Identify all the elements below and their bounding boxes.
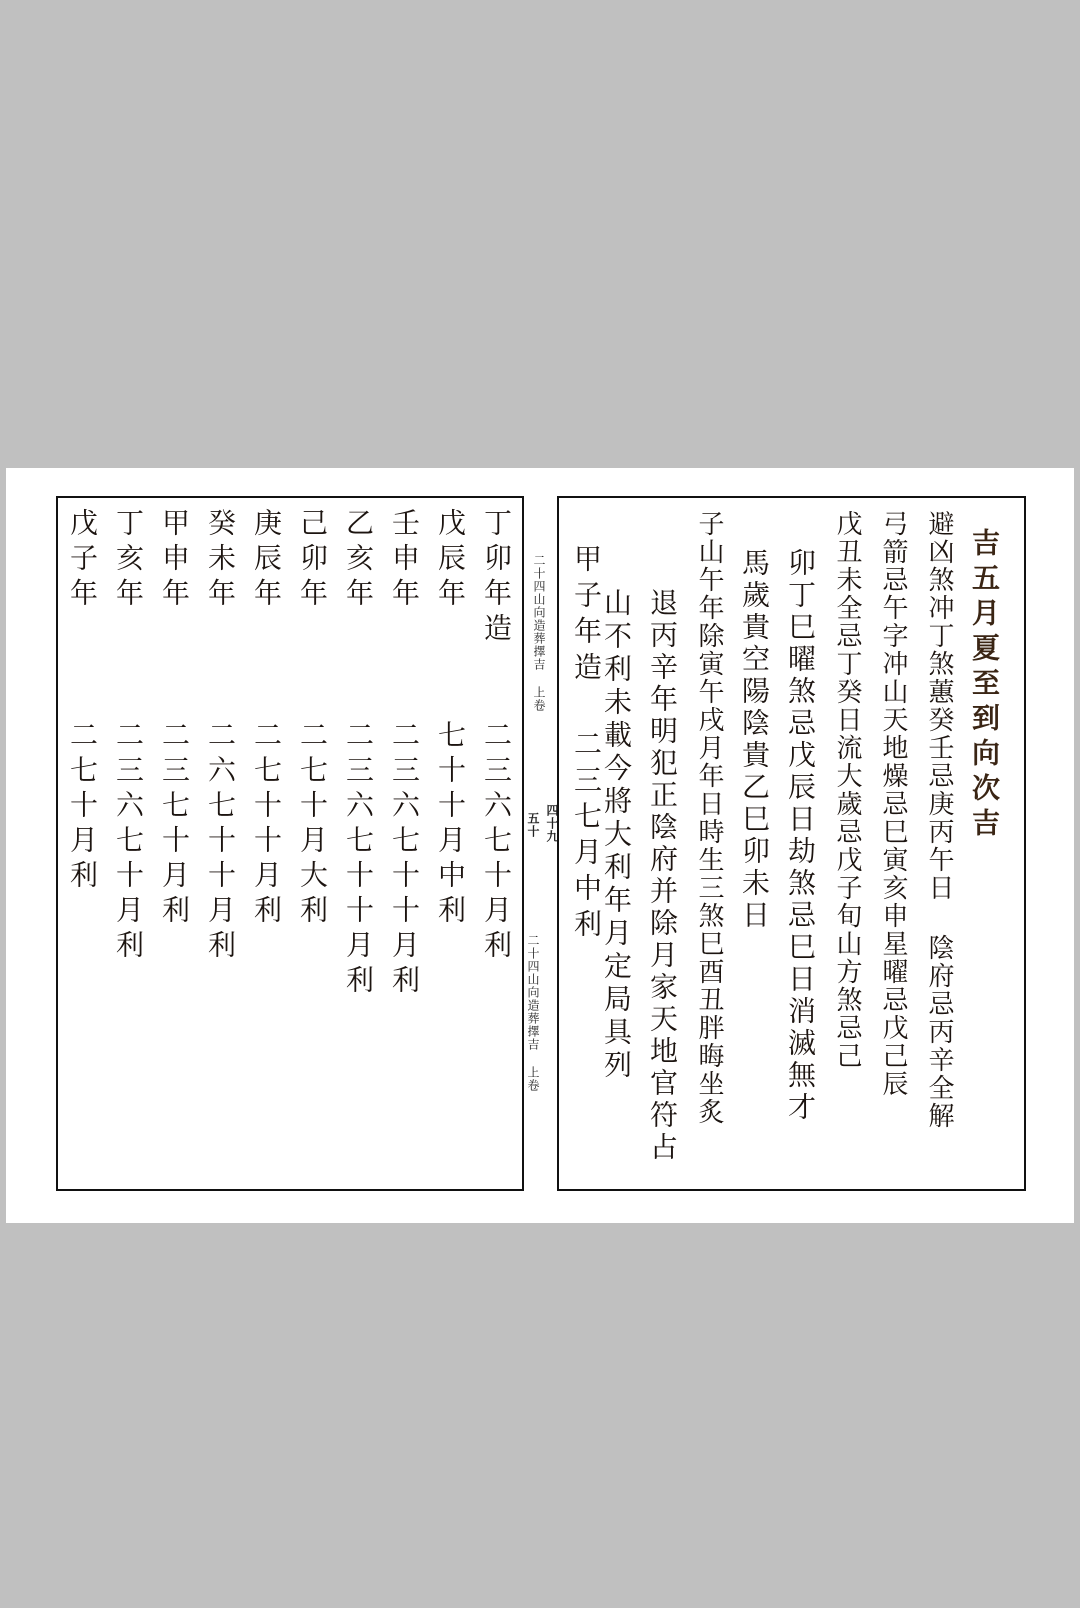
text-column: 馬歲貴空陽陰貴乙巳卯未日 — [738, 548, 771, 932]
year-column: 己卯年 — [296, 508, 329, 613]
year-column: 戊辰年 — [434, 508, 467, 613]
page-number-50: 五十 — [526, 812, 540, 838]
book-spread — [6, 468, 1074, 1223]
month-column: 二七十十月利 — [250, 720, 283, 930]
year-column: 甲申年 — [158, 508, 191, 613]
year-column: 丁卯年造 — [480, 508, 513, 648]
text-column: 避凶煞冲丁煞蕙癸壬忌庚丙午日 陰府忌丙辛全解 — [924, 510, 954, 1130]
text-column: 山不利未載今將大利年月定局具列 — [600, 588, 633, 1083]
year-column: 戊子年 — [66, 508, 99, 613]
year-heading-column: 甲子年造 二三七月中利 — [570, 544, 603, 945]
month-column: 二三七十月利 — [158, 720, 191, 930]
month-column: 二三六七十十月利 — [388, 720, 421, 1000]
month-column: 二七十月大利 — [296, 720, 329, 930]
left-page — [56, 496, 524, 1191]
heading-column: 吉五月夏至到向次吉 — [968, 528, 1001, 843]
year-column: 乙亥年 — [342, 508, 375, 613]
text-column: 弓箭忌午字冲山天地燥忌巳寅亥申星曜忌戊己辰 — [878, 510, 908, 1098]
month-column: 七十十月中利 — [434, 720, 467, 930]
month-column: 二三六七十十月利 — [342, 720, 375, 1000]
running-title-left: 二十四山向造葬擇吉 上卷 — [526, 934, 540, 1092]
month-column: 二七十月利 — [66, 720, 99, 895]
text-column: 卯丁巳曜煞忌戊辰日劫煞忌巳日消滅無才 — [784, 548, 817, 1124]
text-column: 子山午年除寅午戌月年日時生三煞巳酉丑胖晦坐炙 — [694, 510, 724, 1126]
year-column: 癸未年 — [204, 508, 237, 613]
month-column: 二三六七十月利 — [112, 720, 145, 965]
text-column: 退丙辛年明犯正陰府并除月家天地官符占 — [646, 588, 679, 1164]
running-title-right: 二十四山向造葬擇吉 上卷 — [532, 554, 546, 712]
year-column: 丁亥年 — [112, 508, 145, 613]
text-column: 戊丑未全忌丁癸日流大歲忌戊子旬山方煞忌己 — [832, 510, 862, 1070]
year-column: 庚辰年 — [250, 508, 283, 613]
page-number-49: 四十九 — [545, 804, 559, 843]
year-column: 壬申年 — [388, 508, 421, 613]
month-column: 二六七十十月利 — [204, 720, 237, 965]
month-column: 二三六七十月利 — [480, 720, 513, 965]
right-page — [557, 496, 1026, 1191]
